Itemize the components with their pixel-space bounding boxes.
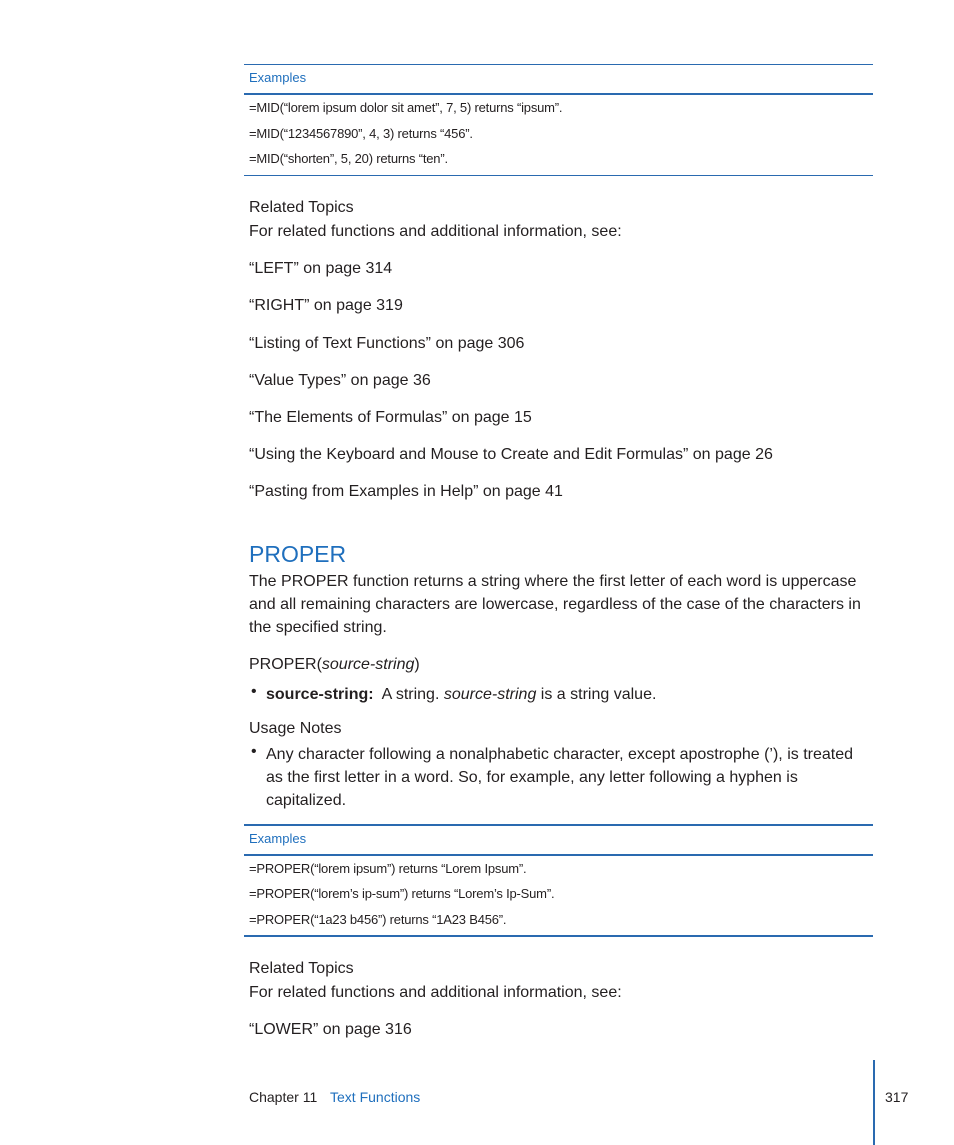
related-link-listing[interactable]: “Listing of Text Functions” on page 306 bbox=[249, 335, 525, 352]
related-topics-intro: For related functions and additional information, see: bbox=[249, 223, 622, 240]
argument-text: A string. bbox=[381, 686, 440, 703]
argument-text-end: is a string value. bbox=[540, 686, 657, 703]
related-link-right[interactable]: “RIGHT” on page 319 bbox=[249, 297, 403, 314]
examples-bottom-rule bbox=[244, 175, 873, 176]
argument-name: source-string: bbox=[266, 686, 374, 703]
bullet-marker: • bbox=[251, 743, 257, 760]
syntax-close-paren: ) bbox=[414, 656, 420, 673]
example-line: =MID(“shorten”, 5, 20) returns “ten”. bbox=[249, 151, 448, 166]
page-number: 317 bbox=[885, 1089, 909, 1105]
argument-italic: source-string bbox=[443, 686, 537, 703]
syntax-open-paren: ( bbox=[316, 656, 322, 673]
function-description: The PROPER function returns a string where the first letter of each word is uppercase and all remaining characters are lowercase, regardless of the case of the characters in the specified string. bbox=[249, 573, 861, 636]
bullet-marker: • bbox=[251, 683, 257, 700]
related-topics-heading: Related Topics bbox=[249, 960, 354, 977]
examples-heading: Examples bbox=[249, 70, 307, 85]
example-line: =MID(“lorem ipsum dolor sit amet”, 7, 5) returns “ipsum”. bbox=[249, 100, 563, 115]
related-link-lower[interactable]: “LOWER” on page 316 bbox=[249, 1021, 412, 1038]
related-link-left[interactable]: “LEFT” on page 314 bbox=[249, 260, 393, 277]
usage-notes-heading: Usage Notes bbox=[249, 720, 342, 737]
examples-header-rule bbox=[244, 854, 873, 856]
footer-chapter: Chapter 11 bbox=[249, 1089, 318, 1105]
footer-chapter-title[interactable]: Text Functions bbox=[330, 1089, 421, 1105]
examples-bottom-rule bbox=[244, 935, 873, 937]
related-topics-intro: For related functions and additional information, see: bbox=[249, 984, 622, 1001]
usage-note: Any character following a nonalphabetic character, except apostrophe (’), is treated as the first letter in a word. So, for example, any letter following a hyphen is capitalized. bbox=[266, 746, 853, 809]
footer-divider bbox=[873, 1060, 875, 1145]
related-link-keyboard-mouse[interactable]: “Using the Keyboard and Mouse to Create and Edit Formulas” on page 26 bbox=[249, 446, 773, 463]
example-line: =PROPER(“lorem ipsum”) returns “Lorem Ipsum”. bbox=[249, 861, 527, 876]
related-topics-heading: Related Topics bbox=[249, 199, 354, 216]
function-syntax bbox=[249, 653, 420, 676]
argument-description bbox=[266, 683, 871, 706]
related-link-pasting[interactable]: “Pasting from Examples in Help” on page 41 bbox=[249, 483, 563, 500]
examples-header-rule bbox=[244, 93, 873, 95]
related-link-value-types[interactable]: “Value Types” on page 36 bbox=[249, 372, 431, 389]
related-link-elements[interactable]: “The Elements of Formulas” on page 15 bbox=[249, 409, 532, 426]
examples-top-rule bbox=[244, 64, 873, 65]
example-line: =PROPER(“lorem’s ip-sum”) returns “Lorem’s Ip-Sum”. bbox=[249, 886, 555, 901]
function-title: PROPER bbox=[249, 541, 347, 567]
example-line: =MID(“1234567890”, 4, 3) returns “456”. bbox=[249, 126, 473, 141]
examples-top-rule bbox=[244, 824, 873, 826]
examples-heading: Examples bbox=[249, 831, 307, 846]
example-line: =PROPER(“1a23 b456”) returns “1A23 B456”. bbox=[249, 912, 507, 927]
syntax-function-name: PROPER bbox=[249, 656, 317, 673]
syntax-argument: source-string bbox=[321, 656, 415, 673]
